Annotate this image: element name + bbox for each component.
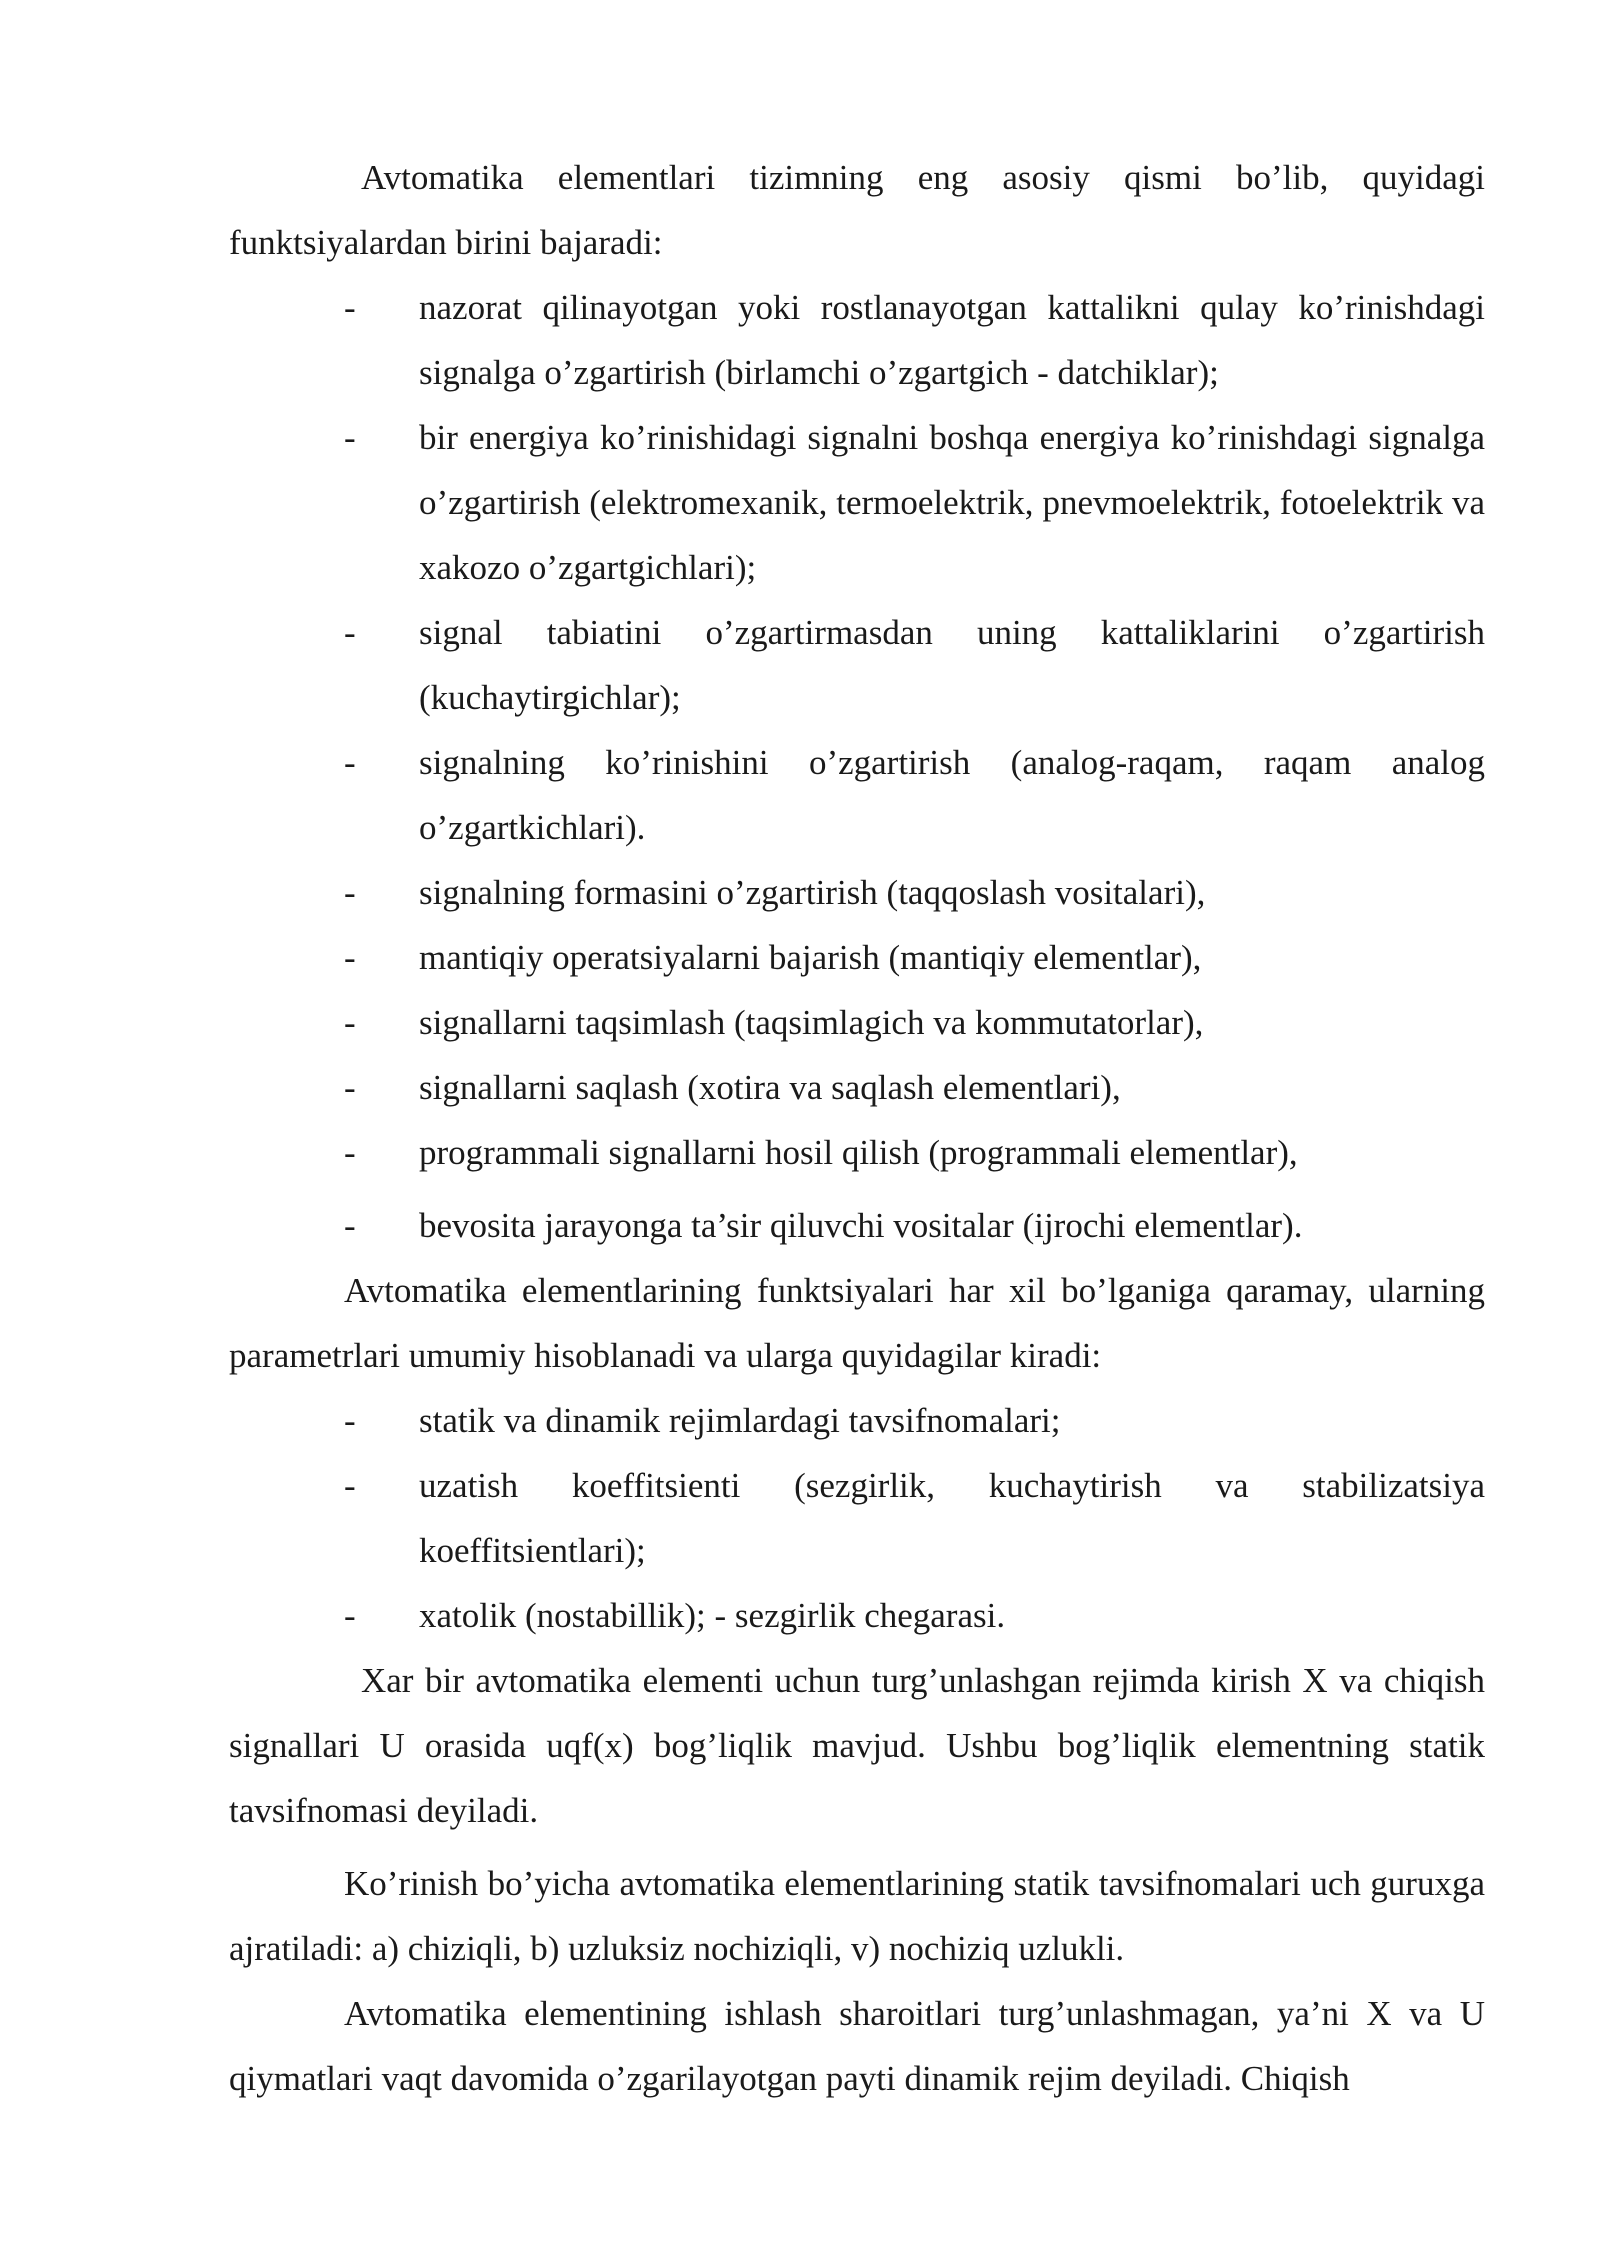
params-list [229, 1388, 1485, 1648]
list-item-text: signal tabiatini o’zgartirmasdan uning kattaliklarini o’zgartirish (kuchaytirgichlar); [419, 613, 1485, 717]
list-item [229, 1453, 1485, 1583]
list-item-text: statik va dinamik rejimlardagi tavsifnomalari; [419, 1401, 1061, 1440]
list-dash: - [344, 938, 356, 977]
list-dash: - [344, 1401, 356, 1440]
list-item-text: bevosita jarayonga ta’sir qiluvchi vositalar (ijrochi elementlar). [419, 1206, 1303, 1245]
list-item [229, 730, 1485, 860]
list-item [229, 1193, 1485, 1258]
list-dash: - [344, 1068, 356, 1107]
list-dash: - [344, 418, 356, 457]
list-item [229, 1583, 1485, 1648]
document-page [229, 145, 1485, 2111]
list-item-text: signallarni saqlash (xotira va saqlash elementlari), [419, 1068, 1121, 1107]
list-item [229, 1388, 1485, 1453]
list-dash: - [344, 1466, 356, 1505]
list-item-text: signallarni taqsimlash (taqsimlagich va kommutatorlar), [419, 1003, 1204, 1042]
list-item-text: programmali signallarni hosil qilish (programmali elementlar), [419, 1133, 1298, 1172]
functions-list [229, 275, 1485, 1258]
list-dash: - [344, 1596, 356, 1635]
list-item-text: uzatish koeffitsienti (sezgirlik, kuchaytirish va stabilizatsiya koeffitsientlari); [419, 1466, 1485, 1570]
list-dash: - [344, 1206, 356, 1245]
list-item [229, 1055, 1485, 1120]
static-characteristic-paragraph: Xar bir avtomatika elementi uchun turg’unlashgan rejimda kirish X va chiqish signallari U orasida uqf(x) bog’liqlik mavjud. Ushbu bog’liqlik elementning statik tavsifnomasi deyiladi. [229, 1661, 1485, 1830]
dynamic-mode-paragraph: Avtomatika elementining ishlash sharoitlari turg’unlashmagan, ya’ni X va U qiymatlari vaqt davomida o’zgarilayotgan payti dinamik rejim deyiladi. Chiqish [229, 1994, 1485, 2098]
list-item-text: bir energiya ko’rinishidagi signalni boshqa energiya ko’rinishdagi signalga o’zgartirish (elektromexanik, termoelektrik, pnevmoelektrik, fotoelektrik va xakozo o’zgartgichlari); [419, 418, 1485, 587]
params-intro-paragraph: Avtomatika elementlarining funktsiyalari har xil bo’lganiga qaramay, ularning parametrlari umumiy hisoblanadi va ularga quyidagilar kiradi: [229, 1271, 1485, 1375]
list-dash: - [344, 1133, 356, 1172]
groups-paragraph: Ko’rinish bo’yicha avtomatika elementlarining statik tavsifnomalari uch guruxga ajratiladi: a) chiziqli, b) uzluksiz nochiziqli, v) nochiziq uzlukli. [229, 1864, 1485, 1968]
list-dash: - [344, 288, 356, 327]
list-item-text: signalning formasini o’zgartirish (taqqoslash vositalari), [419, 873, 1206, 912]
list-dash: - [344, 743, 356, 782]
list-item-text: nazorat qilinayotgan yoki rostlanayotgan kattalikni qulay ko’rinishdagi signalga o’zgartirish (birlamchi o’zgartgich - datchiklar); [419, 288, 1485, 392]
list-item-text: mantiqiy operatsiyalarni bajarish (mantiqiy elementlar), [419, 938, 1202, 977]
list-dash: - [344, 613, 356, 652]
intro-paragraph: Avtomatika elementlari tizimning eng asosiy qismi bo’lib, quyidagi funktsiyalardan birini bajaradi: [229, 158, 1485, 262]
list-item [229, 405, 1485, 600]
list-dash: - [344, 1003, 356, 1042]
list-item [229, 600, 1485, 730]
list-item [229, 860, 1485, 925]
list-item [229, 1120, 1485, 1185]
list-dash: - [344, 873, 356, 912]
list-item-text: xatolik (nostabillik); - sezgirlik chegarasi. [419, 1596, 1006, 1635]
list-item [229, 990, 1485, 1055]
list-item-text: signalning ko’rinishini o’zgartirish (analog-raqam, raqam analog o’zgartkichlari). [419, 743, 1485, 847]
list-item [229, 275, 1485, 405]
list-item [229, 925, 1485, 990]
